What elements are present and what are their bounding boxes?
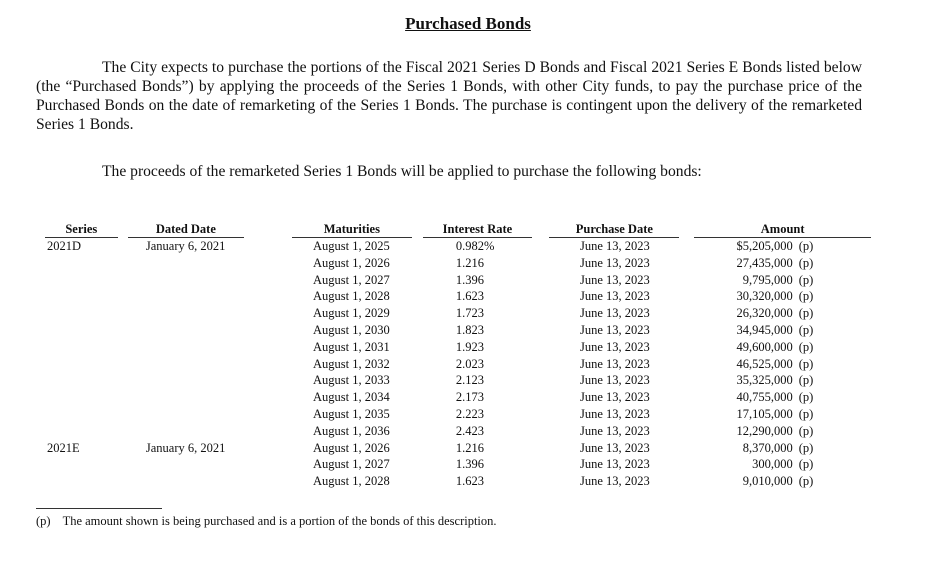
cell-interest-rate: 1.396 <box>455 272 485 287</box>
amount-note: (p) <box>798 289 814 304</box>
cell-purchase-date: June 13, 2023 <box>580 289 650 304</box>
amount-note: (p) <box>798 440 814 455</box>
header-maturities: Maturities <box>292 222 411 238</box>
cell-maturity: August 1, 2036 <box>312 423 390 438</box>
header-amount: Amount <box>694 222 871 238</box>
cell-series <box>45 406 118 423</box>
table-row <box>45 406 871 423</box>
cell-interest-rate: 1.623 <box>455 474 485 489</box>
cell-maturity: August 1, 2030 <box>312 322 390 337</box>
cell-maturity: August 1, 2028 <box>312 289 390 304</box>
cell-dated-date <box>128 305 244 322</box>
cell-maturity: August 1, 2028 <box>312 474 390 489</box>
cell-maturity: August 1, 2026 <box>312 255 390 270</box>
table-row <box>45 238 871 255</box>
header-dated-date: Dated Date <box>128 222 245 238</box>
cell-interest-rate: 1.396 <box>455 457 485 472</box>
header-interest-rate: Interest Rate <box>423 222 533 238</box>
amount-note: (p) <box>798 356 814 371</box>
cell-series <box>45 322 118 339</box>
cell-series <box>45 288 118 305</box>
table-body <box>45 238 871 490</box>
cell-series <box>45 356 118 373</box>
amount-note: (p) <box>798 457 814 472</box>
cell-amount <box>695 356 871 373</box>
cell-maturity: August 1, 2026 <box>312 440 390 455</box>
amount-note: (p) <box>798 339 814 354</box>
cell-purchase-date: June 13, 2023 <box>580 390 650 405</box>
cell-interest-rate: 2.173 <box>455 390 485 405</box>
cell-dated-date: January 6, 2021 <box>145 440 226 455</box>
cell-dated-date <box>128 456 244 473</box>
cell-series: 2021D <box>47 239 82 253</box>
amount-value: 34,945,000 <box>736 322 793 337</box>
cell-interest-rate: 1.216 <box>455 440 485 455</box>
amount-value: 49,600,000 <box>736 339 793 354</box>
cell-maturity: August 1, 2029 <box>312 306 390 321</box>
amount-note: (p) <box>798 390 814 405</box>
footnote <box>36 514 497 529</box>
cell-interest-rate: 1.723 <box>455 306 485 321</box>
table-header <box>45 222 871 238</box>
amount-value: 27,435,000 <box>736 255 793 270</box>
cell-amount <box>695 456 871 473</box>
amount-note: (p) <box>798 239 814 253</box>
table-row <box>45 372 871 389</box>
cell-series <box>45 339 118 356</box>
purchased-bonds-table <box>45 222 871 490</box>
cell-amount <box>695 305 871 322</box>
cell-amount <box>695 238 871 255</box>
amount-value: 9,010,000 <box>742 474 793 489</box>
cell-dated-date <box>128 339 244 356</box>
table-row <box>45 423 871 440</box>
table-row <box>45 473 871 490</box>
cell-series <box>45 305 118 322</box>
table-row <box>45 356 871 373</box>
cell-dated-date <box>128 255 244 272</box>
amount-note: (p) <box>798 306 814 321</box>
amount-value: 40,755,000 <box>736 390 793 405</box>
amount-value: 30,320,000 <box>736 289 793 304</box>
cell-purchase-date: June 13, 2023 <box>580 373 650 388</box>
table-row <box>45 288 871 305</box>
cell-purchase-date: June 13, 2023 <box>580 406 650 421</box>
intro-paragraph: The City expects to purchase the portions of the Fiscal 2021 Series D Bonds and Fiscal 2021 Series E Bonds listed below (the “Purchased Bonds”) by applying the proceeds of the Series 1 Bonds, with other City funds, to pay the purchase price of the Purchased Bonds on the date of remarketing of the Series 1 Bonds. The purchase is contingent upon the delivery of the remarketed Series 1 Bonds. <box>36 59 862 133</box>
cell-amount <box>695 272 871 289</box>
cell-interest-rate: 0.982% <box>455 239 495 253</box>
cell-maturity: August 1, 2025 <box>312 239 390 253</box>
amount-note: (p) <box>798 373 814 388</box>
amount-value: $5,205,000 <box>736 239 793 253</box>
cell-purchase-date: June 13, 2023 <box>580 272 650 287</box>
cell-amount <box>695 473 871 490</box>
amount-value: 35,325,000 <box>736 373 793 388</box>
cell-dated-date <box>128 423 244 440</box>
cell-purchase-date: June 13, 2023 <box>580 440 650 455</box>
amount-note: (p) <box>798 406 814 421</box>
cell-maturity: August 1, 2032 <box>312 356 390 371</box>
cell-maturity: August 1, 2035 <box>312 406 390 421</box>
amount-note: (p) <box>798 272 814 287</box>
cell-dated-date: January 6, 2021 <box>145 239 226 253</box>
cell-dated-date <box>128 288 244 305</box>
table-row <box>45 389 871 406</box>
cell-dated-date <box>128 356 244 373</box>
cell-maturity: August 1, 2033 <box>312 373 390 388</box>
cell-interest-rate: 1.623 <box>455 289 485 304</box>
amount-value: 9,795,000 <box>742 272 793 287</box>
cell-purchase-date: June 13, 2023 <box>580 474 650 489</box>
cell-series <box>45 389 118 406</box>
footnote-divider <box>36 508 162 509</box>
cell-purchase-date: June 13, 2023 <box>580 255 650 270</box>
table-row <box>45 255 871 272</box>
cell-maturity: August 1, 2027 <box>312 457 390 472</box>
cell-dated-date <box>128 406 244 423</box>
cell-series <box>45 372 118 389</box>
cell-interest-rate: 2.223 <box>455 406 485 421</box>
cell-amount <box>695 372 871 389</box>
cell-amount <box>695 423 871 440</box>
table-row <box>45 305 871 322</box>
cell-maturity: August 1, 2027 <box>312 272 390 287</box>
cell-maturity: August 1, 2031 <box>312 339 390 354</box>
cell-series: 2021E <box>47 440 80 455</box>
cell-purchase-date: June 13, 2023 <box>580 306 650 321</box>
amount-value: 300,000 <box>752 457 793 472</box>
cell-amount <box>695 339 871 356</box>
cell-interest-rate: 2.423 <box>455 423 485 438</box>
amount-note: (p) <box>798 423 814 438</box>
header-series: Series <box>45 222 118 238</box>
amount-value: 46,525,000 <box>736 356 793 371</box>
amount-note: (p) <box>798 322 814 337</box>
header-purchase-date: Purchase Date <box>549 222 679 238</box>
cell-amount <box>695 406 871 423</box>
cell-amount <box>695 440 871 457</box>
table-row <box>45 339 871 356</box>
amount-note: (p) <box>798 255 814 270</box>
amount-value: 26,320,000 <box>736 306 793 321</box>
cell-dated-date <box>128 473 244 490</box>
cell-dated-date <box>128 322 244 339</box>
cell-purchase-date: June 13, 2023 <box>580 339 650 354</box>
cell-interest-rate: 2.123 <box>455 373 485 388</box>
amount-value: 12,290,000 <box>736 423 793 438</box>
cell-interest-rate: 1.823 <box>455 322 485 337</box>
amount-value: 17,105,000 <box>736 406 793 421</box>
table-row <box>45 272 871 289</box>
cell-purchase-date: June 13, 2023 <box>580 457 650 472</box>
cell-dated-date <box>128 389 244 406</box>
cell-dated-date <box>128 372 244 389</box>
section-title: Purchased Bonds <box>405 14 531 33</box>
cell-purchase-date: June 13, 2023 <box>580 239 650 253</box>
cell-dated-date <box>128 272 244 289</box>
cell-amount <box>695 255 871 272</box>
cell-interest-rate: 1.216 <box>455 255 485 270</box>
cell-amount <box>695 288 871 305</box>
cell-purchase-date: June 13, 2023 <box>580 356 650 371</box>
footnote-text: The amount shown is being purchased and is a portion of the bonds of this description. <box>62 514 497 528</box>
proceeds-paragraph: The proceeds of the remarketed Series 1 Bonds will be applied to purchase the following bonds: <box>102 163 702 180</box>
cell-series <box>45 255 118 272</box>
cell-series <box>45 272 118 289</box>
cell-amount <box>695 322 871 339</box>
cell-purchase-date: June 13, 2023 <box>580 423 650 438</box>
cell-interest-rate: 1.923 <box>455 339 485 354</box>
cell-series <box>45 473 118 490</box>
cell-maturity: August 1, 2034 <box>312 390 390 405</box>
cell-amount <box>695 389 871 406</box>
amount-note: (p) <box>798 474 814 489</box>
cell-series <box>45 456 118 473</box>
table-row <box>45 322 871 339</box>
table-row <box>45 456 871 473</box>
footnote-marker: (p) <box>36 514 51 528</box>
cell-series <box>45 423 118 440</box>
cell-purchase-date: June 13, 2023 <box>580 322 650 337</box>
cell-interest-rate: 2.023 <box>455 356 485 371</box>
amount-value: 8,370,000 <box>742 440 793 455</box>
table-row <box>45 440 871 457</box>
